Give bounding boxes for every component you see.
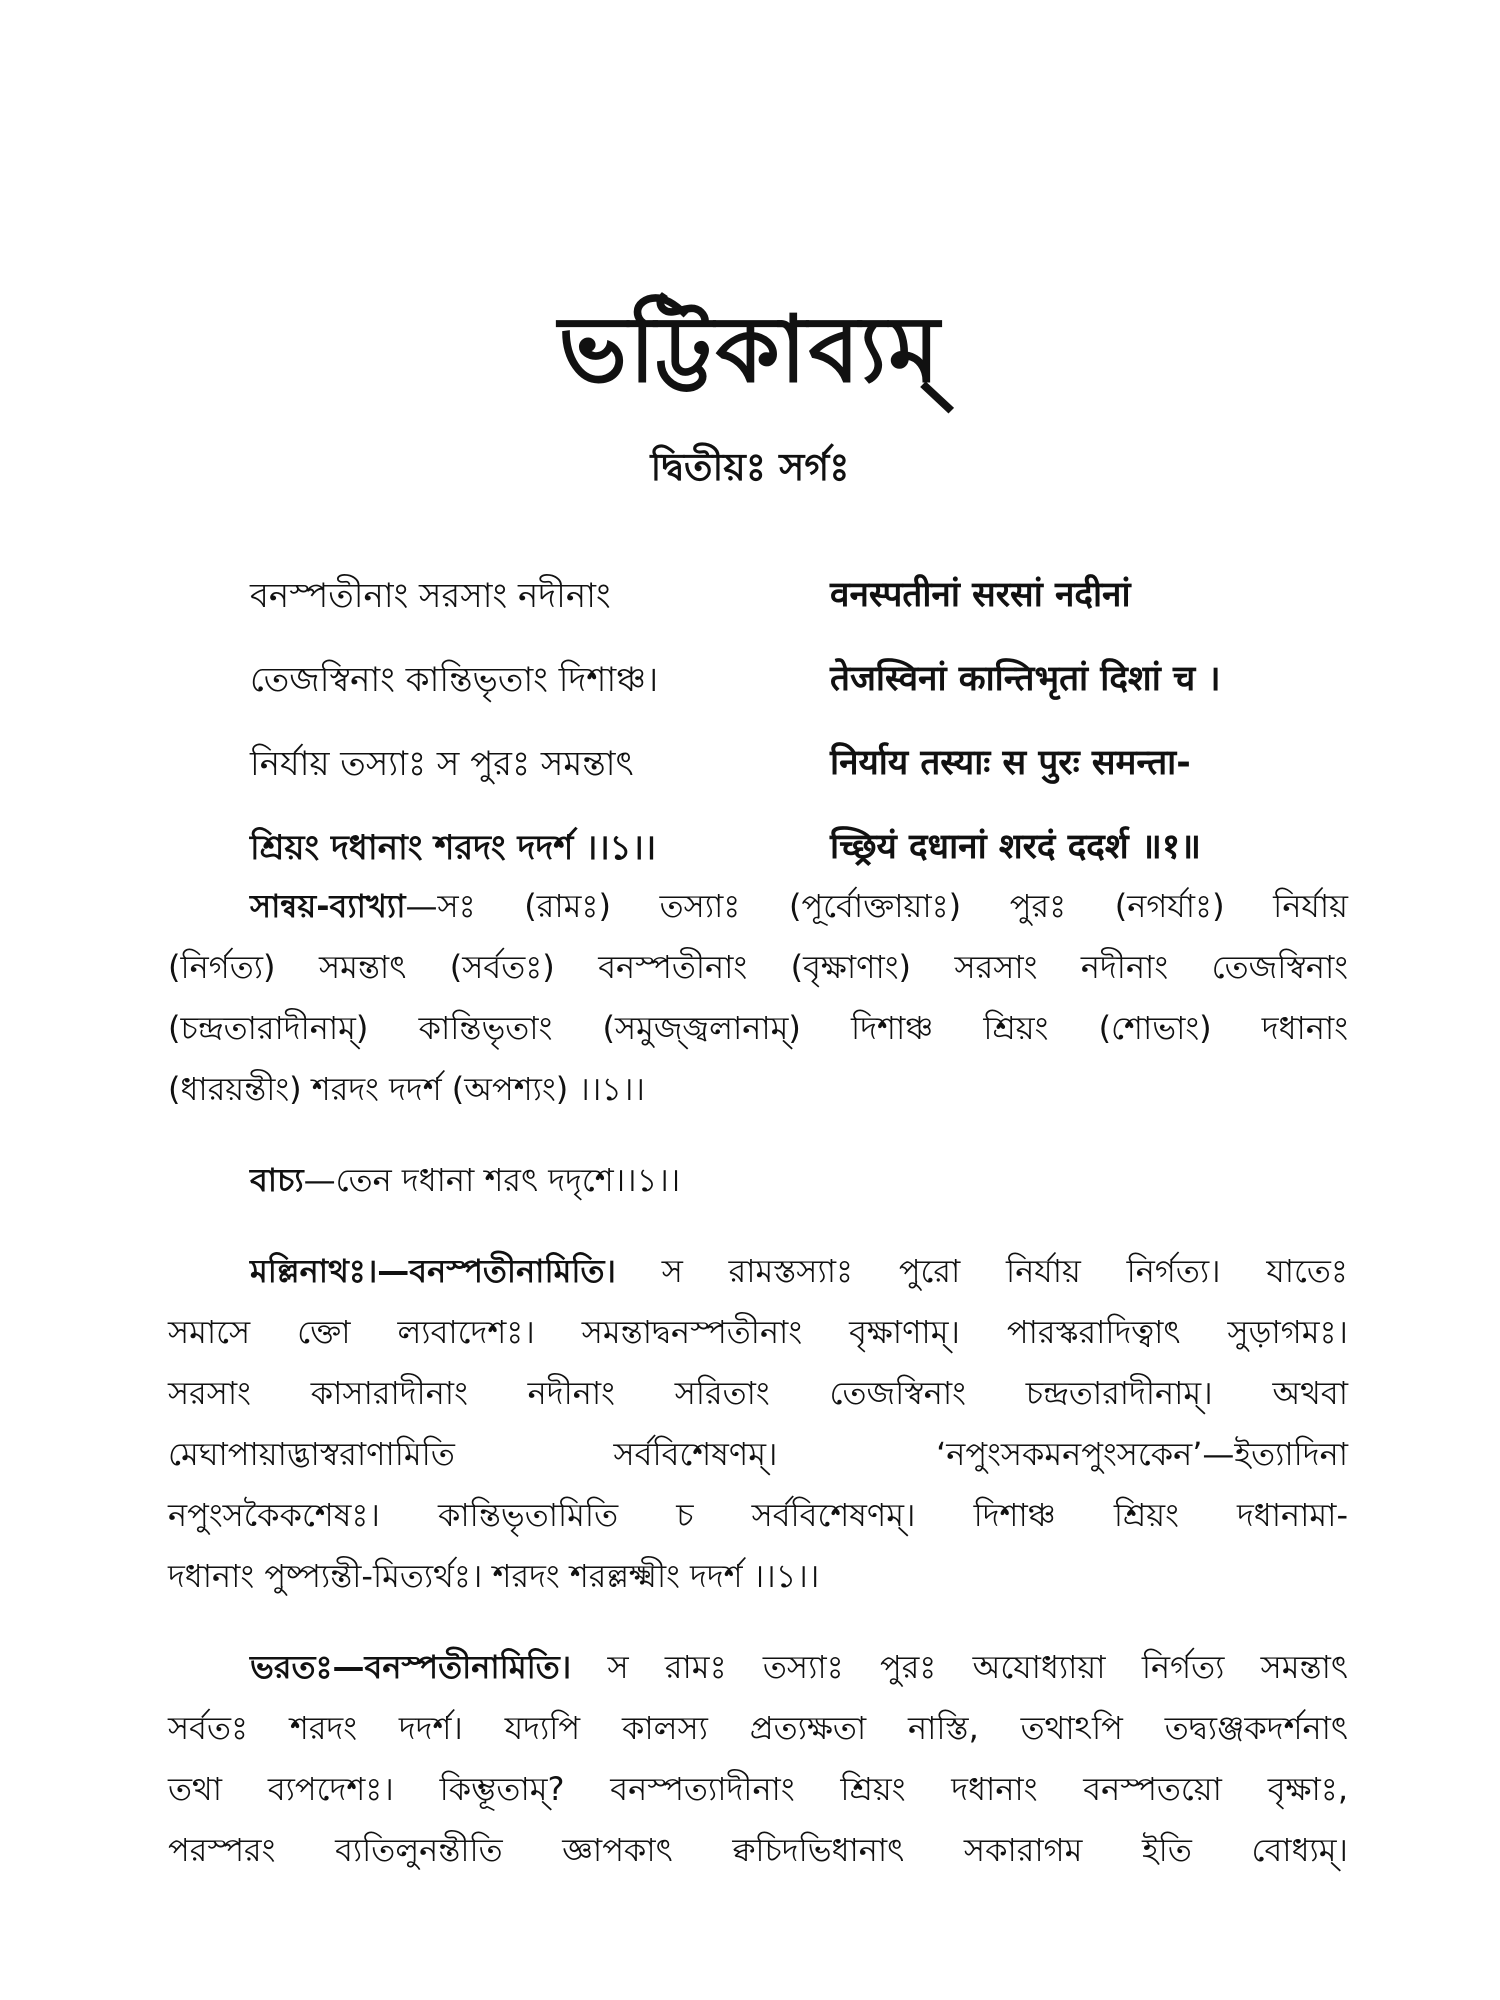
paragraph-line: (ধারয়ন্তীং) শরদং দদর্শ (অপশ্যং) ।।১।। bbox=[168, 1070, 645, 1108]
paragraph-line bbox=[168, 876, 1348, 937]
paragraph-line bbox=[168, 1241, 1348, 1302]
verse-bengali-line: তেজস্বিনাং কান্তিভৃতাং দিশাঞ্চ। bbox=[250, 660, 659, 700]
paragraph-line bbox=[168, 1637, 1348, 1698]
verse-line bbox=[250, 570, 1350, 654]
bharata-text: স রামঃ তস্যাঃ পুরঃ অযোধ্যায়া নির্গত্য সমন্তাৎ bbox=[571, 1648, 1348, 1686]
anvaya-text: —সঃ (রামঃ) তস্যাঃ (পূর্বোক্তায়াঃ) পুরঃ (নগর্যাঃ) নির্যায় bbox=[405, 887, 1348, 925]
paragraph-line: সর্বতঃ শরদং দদর্শ। যদ্যপি কালস্য প্রত্যক্ষতা নাস্তি, তথাঽপি তদ্ব্যঞ্জকদর্শনাৎ bbox=[168, 1709, 1348, 1747]
anvaya-label: সান্বয়-ব্যাখ্যা bbox=[250, 887, 406, 925]
paragraph-line: সমাসে ক্তো ল্যবাদেশঃ। সমন্তাদ্বনস্পতীনাং বৃক্ষাণাম্। পারস্করাদিত্বাৎ সুড়াগমঃ। bbox=[168, 1313, 1348, 1351]
verse-devanagari-line: वनस्पतीनां सरसां नदीनां bbox=[830, 575, 1131, 615]
verse-bengali-line: নির্যায় তস্যাঃ স পুরঃ সমন্তাৎ bbox=[250, 744, 634, 784]
verse-devanagari-line: तेजस्विनां कान्तिभृतां दिशां च । bbox=[830, 659, 1221, 699]
mallinatha-label: মল্লিনাথঃ।—বনস্পতীনামিতি। bbox=[250, 1252, 616, 1290]
verse-devanagari-line: निर्याय तस्याः स पुरः समन्ता- bbox=[830, 743, 1191, 783]
anvaya-paragraph bbox=[168, 876, 1348, 1120]
verse-devanagari-line: च्छ्रियं दधानां शरदं ददर्श ॥१॥ bbox=[830, 827, 1201, 867]
paragraph-line: (চন্দ্রতারাদীনাম্) কান্তিভৃতাং (সমুজ্জ্বলানাম্) দিশাঞ্চ শ্রিয়ং (শোভাং) দধানাং bbox=[168, 1009, 1348, 1047]
verse-bengali-line: শ্রিয়ং দধানাং শরদং দদর্শ ।।১।। bbox=[250, 828, 656, 868]
paragraph-line: সরসাং কাসারাদীনাং নদীনাং সরিতাং তেজস্বিনাং চন্দ্রতারাদীনাম্। অথবা bbox=[168, 1374, 1348, 1412]
paragraph-line: (নির্গত্য) সমন্তাৎ (সর্বতঃ) বনস্পতীনাং (বৃক্ষাণাং) সরসাং নদীনাং তেজস্বিনাং bbox=[168, 948, 1348, 986]
paragraph-line: নপুংসকৈকশেষঃ। কান্তিভৃতামিতি চ সর্ববিশেষণম্। দিশাঞ্চ শ্রিয়ং দধানামা- bbox=[168, 1496, 1348, 1534]
verse-block bbox=[250, 570, 1350, 906]
paragraph-line bbox=[168, 1150, 1348, 1211]
vacya-text: —তেন দধানা শরৎ দদৃশে।।১।। bbox=[303, 1161, 681, 1199]
bharata-paragraph bbox=[168, 1637, 1348, 1881]
verse-bengali-line: বনস্পতীনাং সরসাং নদীনাং bbox=[250, 576, 611, 616]
bharata-label: ভরতঃ—বনস্পতীনামিতি। bbox=[250, 1648, 572, 1686]
verse-line bbox=[250, 654, 1350, 738]
vacya-paragraph bbox=[168, 1150, 1348, 1211]
paragraph-line: মেঘাপায়াদ্ভাস্বরাণামিতি সর্ববিশেষণম্। ‘নপুংসকমনপুংসকেন’—ইত্যাদিনা bbox=[168, 1435, 1348, 1473]
verse-line bbox=[250, 738, 1350, 822]
mallinatha-paragraph bbox=[168, 1241, 1348, 1607]
paragraph-line: পরস্পরং ব্যতিলুনন্তীতি জ্ঞাপকাৎ ক্বচিদভিধানাৎ সকারাগম ইতি বোধ্যম্। bbox=[168, 1831, 1348, 1869]
commentary-section bbox=[168, 876, 1348, 1911]
paragraph-line: দধানাং পুষ্প্যন্তী-মিত্যর্থঃ। শরদং শরল্লক্ষ্মীং দদর্শ ।।১।। bbox=[168, 1557, 820, 1595]
mallinatha-text: স রামস্তস্যাঃ পুরো নির্যায় নির্গত্য। যাতেঃ bbox=[615, 1252, 1348, 1290]
vacya-label: বাচ্য bbox=[250, 1161, 304, 1199]
page-title: ভট্টিকাব্যম্ bbox=[558, 296, 942, 403]
paragraph-line: তথা ব্যপদেশঃ। কিম্ভূতাম্? বনস্পত্যাদীনাং শ্রিয়ং দধানাং বনস্পতয়ো বৃক্ষাঃ, bbox=[168, 1770, 1348, 1808]
canto-heading: দ্বিতীয়ঃ সর্গঃ bbox=[650, 445, 850, 489]
